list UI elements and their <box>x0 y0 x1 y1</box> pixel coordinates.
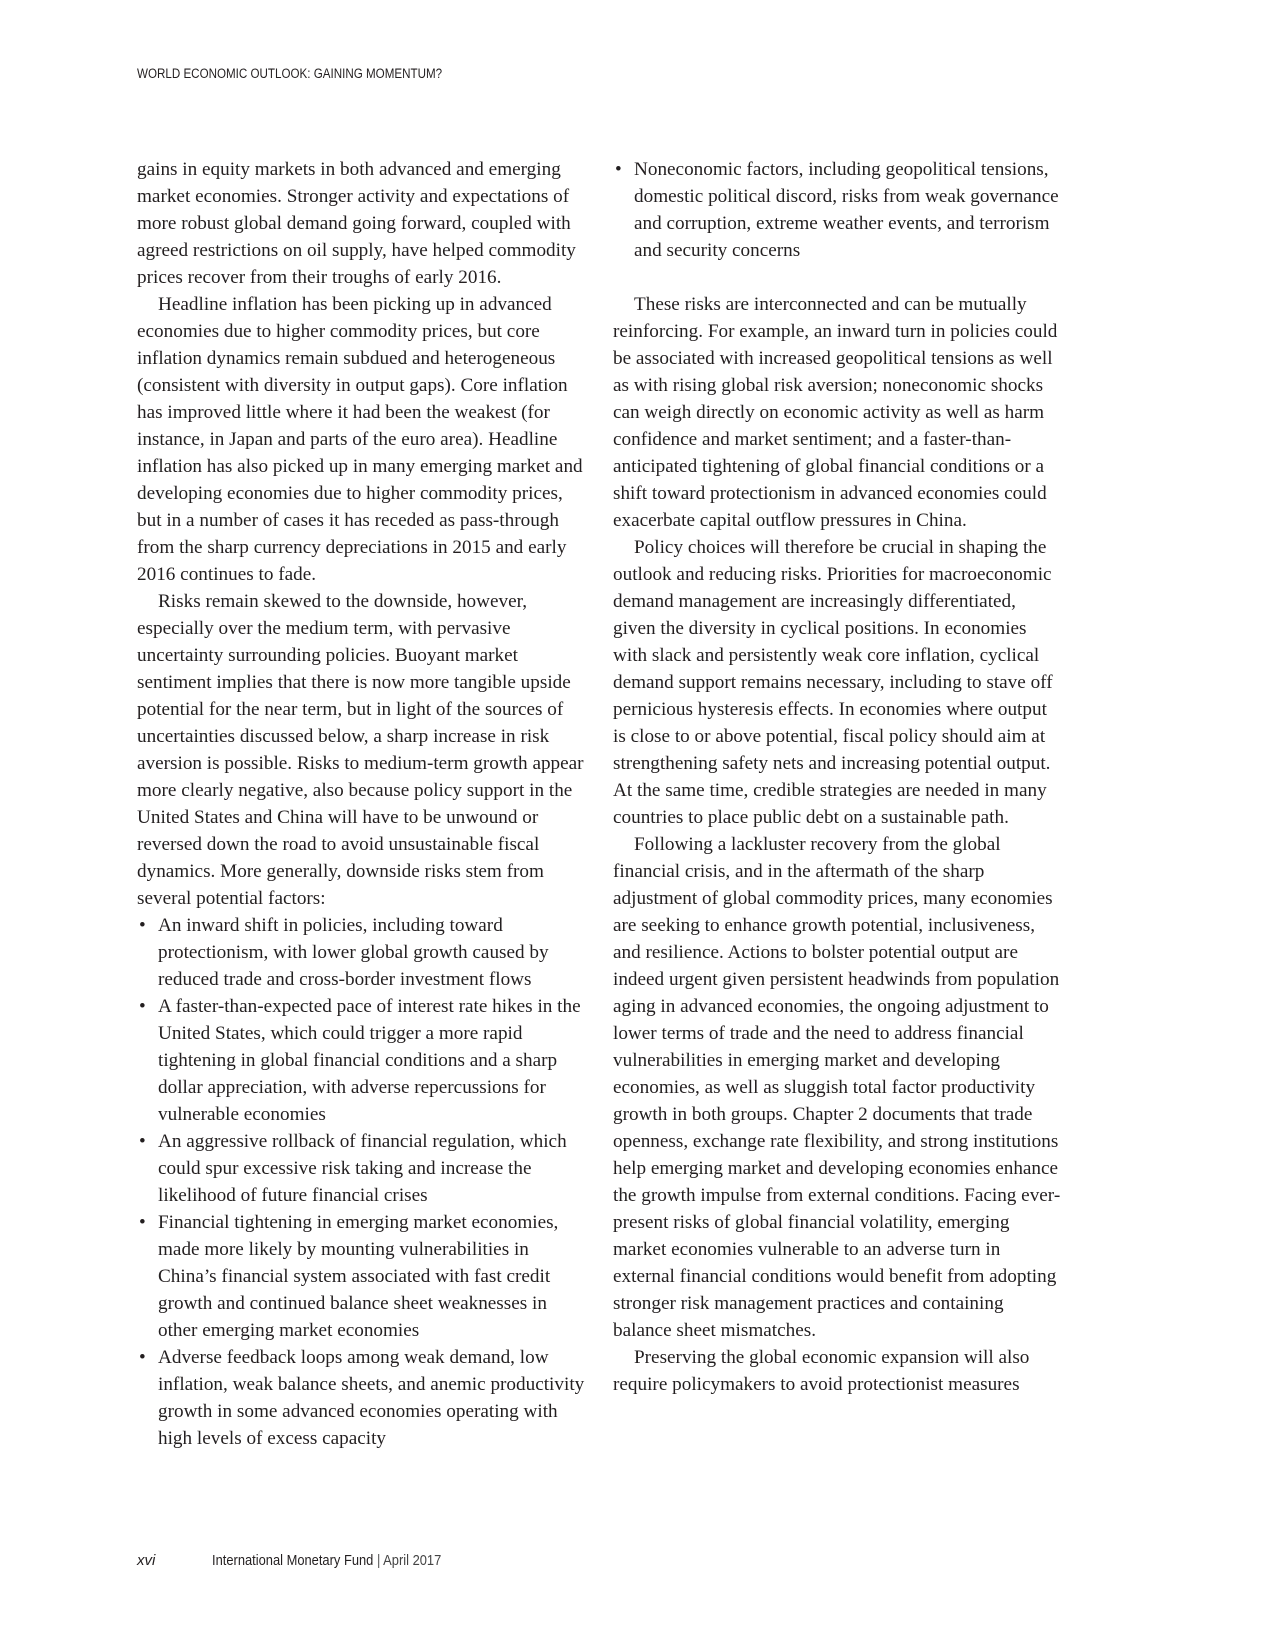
risk-bullet-list <box>137 912 587 1452</box>
page-number: xvi <box>137 1552 156 1569</box>
paragraph: Preserving the global economic expansion will also require policymakers to avoid protectionist measures <box>613 1347 1030 1395</box>
risk-bullet-list-continued <box>613 156 1063 264</box>
publisher-line <box>212 1552 441 1569</box>
running-header: WORLD ECONOMIC OUTLOOK: GAINING MOMENTUM? <box>137 66 443 81</box>
bullet-item: • Adverse feedback loops among weak demand, low inflation, weak balance sheets, and anemic productivity growth in some advanced economies operating with high levels of excess capacity <box>137 1344 587 1452</box>
publisher-name: International Monetary Fund <box>212 1552 374 1569</box>
bullet-item: • Noneconomic factors, including geopolitical tensions, domestic political discord, risks from weak governance and corruption, extreme weather events, and terrorism and security concerns <box>613 156 1063 264</box>
publication-date: April 2017 <box>383 1552 442 1569</box>
bullet-item: • An aggressive rollback of financial regulation, which could spur excessive risk taking and increase the likelihood of future financial crises <box>137 1128 587 1209</box>
bullet-item: • An inward shift in policies, including toward protectionism, with lower global growth caused by reduced trade and cross-border investment flows <box>137 912 587 993</box>
paragraph: These risks are interconnected and can be mutually reinforcing. For example, an inward turn in policies could be associated with increased geopolitical tensions as well as with rising global risk aversion; noneconomic shocks can weigh directly on economic activity as well as harm confidence and market sentiment; and a faster-than-anticipated tightening of global financial conditions or a shift toward protectionism in advanced economies could exacerbate capital outflow pressures in China. <box>613 294 1058 531</box>
paragraph: Following a lackluster recovery from the global financial crisis, and in the aftermath of the sharp adjustment of global commodity prices, many economies are seeking to enhance growth potential, inclusiveness, and resilience. Actions to bolster potential output are indeed urgent given persistent headwinds from population aging in advanced economies, the ongoing adjustment to lower terms of trade and the need to address financial vulnerabilities in emerging market and developing economies, as well as sluggish total factor productivity growth in both groups. Chapter 2 documents that trade openness, exchange rate flexibility, and strong institutions help emerging market and developing economies enhance the growth impulse from external conditions. Facing ever-present risks of global financial volatility, emerging market economies vulnerable to an adverse turn in external financial conditions would benefit from adopting stronger risk management practices and containing balance sheet mismatches. <box>613 834 1061 1341</box>
paragraph: Risks remain skewed to the downside, however, especially over the medium term, with pervasive uncertainty surrounding policies. Buoyant market sentiment implies that there is now more tangible upside potential for the near term, but in light of the sources of uncertainties discussed below, a sharp increase in risk aversion is possible. Risks to medium-term growth appear more clearly negative, also because policy support in the United States and China will have to be unwound or reversed down the road to avoid unsustainable fiscal dynamics. More generally, downside risks stem from several potential factors: <box>137 591 584 909</box>
paragraph: gains in equity markets in both advanced and emerging market economies. Stronger activity and expectations of more robust global demand going forward, coupled with agreed restrictions on oil supply, have helped commodity prices recover from their troughs of early 2016. <box>137 159 576 288</box>
bullet-item: • A faster-than-expected pace of interest rate hikes in the United States, which could trigger a more rapid tightening in global financial conditions and a sharp dollar appreciation, with adverse repercussions for vulnerable economies <box>137 993 587 1128</box>
paragraph: Policy choices will therefore be crucial in shaping the outlook and reducing risks. Priorities for macroeconomic demand management are increasingly differentiated, given the diversity in cyclical positions. In economies with slack and persistently weak core inflation, cyclical demand support remains necessary, including to stave off pernicious hysteresis effects. In economies where output is close to or above potential, fiscal policy should aim at strengthening safety nets and increasing potential output. At the same time, credible strategies are needed in many countries to place public debt on a sustainable path. <box>613 537 1053 828</box>
footer-separator: | <box>376 1552 381 1569</box>
bullet-item: • Financial tightening in emerging market economies, made more likely by mounting vulnerabilities in China’s financial system associated with fast credit growth and continued balance sheet weaknesses in other emerging market economies <box>137 1209 587 1344</box>
right-column <box>613 156 1063 1398</box>
left-column <box>137 156 587 1452</box>
paragraph: Headline inflation has been picking up in advanced economies due to higher commodity prices, but core inflation dynamics remain subdued and heterogeneous (consistent with diversity in output gaps). Core inflation has improved little where it had been the weakest (for instance, in Japan and parts of the euro area). Headline inflation has also picked up in many emerging market and developing economies due to higher commodity prices, but in a number of cases it has receded as pass-through from the sharp currency depreciations in 2015 and early 2016 continues to fade. <box>137 294 583 585</box>
